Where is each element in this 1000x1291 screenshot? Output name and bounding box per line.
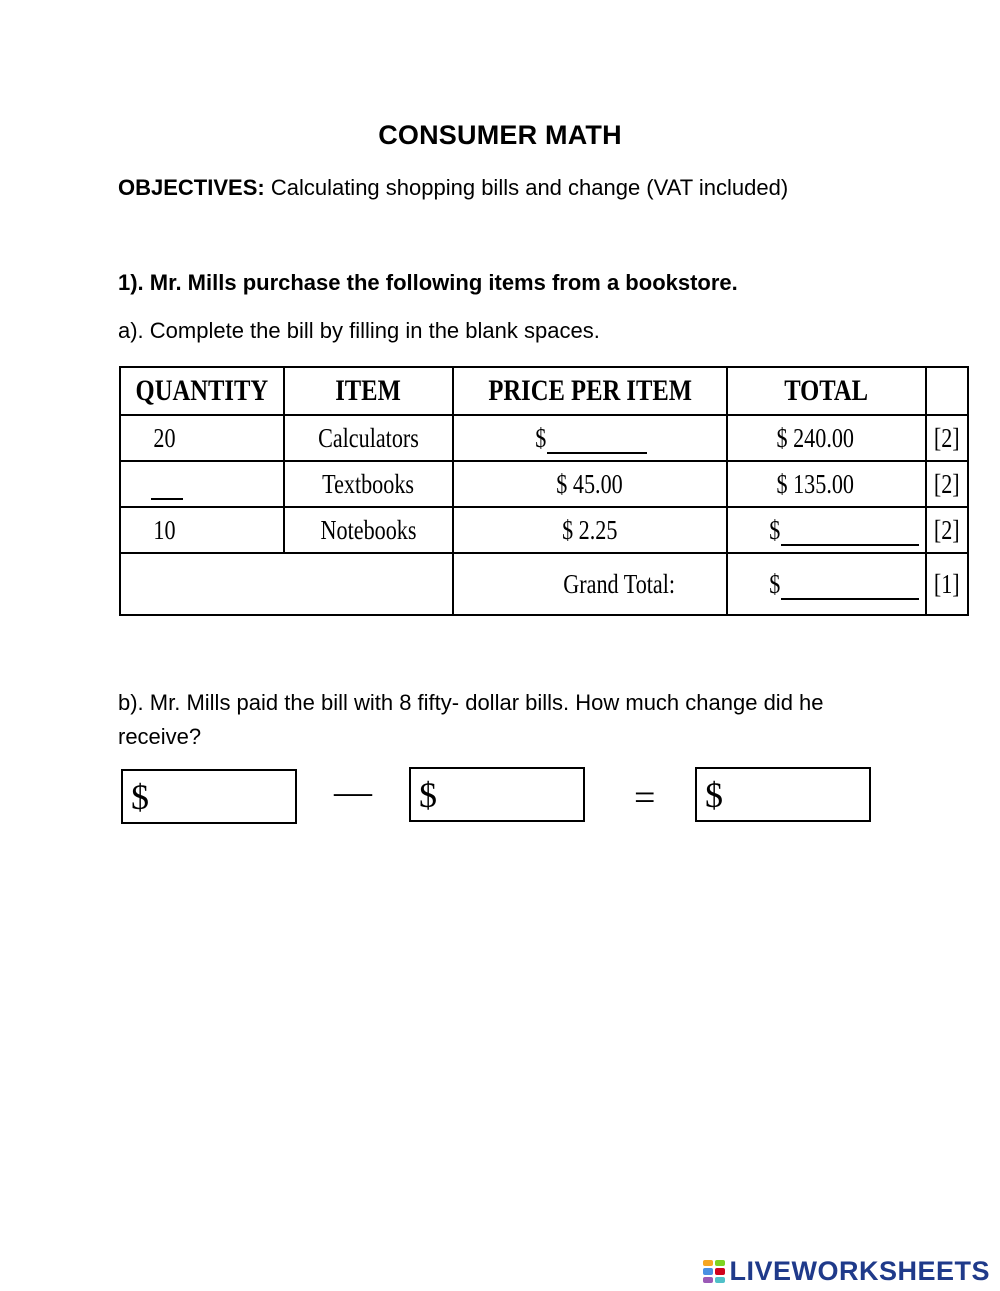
price-answer-blank[interactable] <box>547 428 647 454</box>
quantity-cell: 20 <box>120 415 284 461</box>
bill-total-box[interactable] <box>409 767 585 822</box>
quantity-answer-blank[interactable] <box>151 474 183 500</box>
objectives-label: OBJECTIVES: <box>118 175 265 200</box>
total-cell: $ 240.00 <box>727 415 926 461</box>
logo-block <box>715 1268 725 1275</box>
header-marks <box>926 367 968 415</box>
question-1-heading: 1). Mr. Mills purchase the following items from a bookstore. <box>118 270 738 295</box>
question-1a-text: a). Complete the bill by filling in the blank spaces. <box>118 318 600 343</box>
logo-block <box>715 1277 725 1284</box>
header-item: ITEM <box>284 367 453 415</box>
price-cell: $ <box>453 415 727 461</box>
price-cell: $ 45.00 <box>453 461 727 507</box>
marks-cell: [2] <box>926 415 968 461</box>
logo-block <box>703 1268 713 1275</box>
logo-text: LIVEWORKSHEETS <box>729 1256 990 1286</box>
amount-paid-box[interactable] <box>121 769 297 824</box>
grand-total-label: Grand Total: <box>453 553 727 615</box>
quantity-cell <box>120 461 284 507</box>
table-row <box>120 507 968 553</box>
marks-cell: [2] <box>926 507 968 553</box>
logo-block <box>703 1260 713 1267</box>
bill-table <box>119 366 969 616</box>
logo-block <box>715 1260 725 1267</box>
grand-total-value-cell: $ <box>727 553 926 615</box>
item-cell: Notebooks <box>284 507 453 553</box>
total-cell: $ <box>727 507 926 553</box>
header-total: TOTAL <box>727 367 926 415</box>
logo-block <box>703 1277 713 1284</box>
equals-sign: = <box>634 777 656 819</box>
objectives <box>118 175 788 201</box>
total-answer-blank[interactable] <box>781 520 919 546</box>
marks-cell: [1] <box>926 553 968 615</box>
dollar-sign: $ <box>131 777 149 817</box>
liveworksheets-logo-icon <box>703 1260 725 1284</box>
bill-header-row <box>120 367 968 415</box>
grand-total-empty-cell <box>120 553 453 615</box>
total-cell: $ 135.00 <box>727 461 926 507</box>
dollar-sign: $ <box>705 775 723 815</box>
dollar-sign: $ <box>419 775 437 815</box>
marks-cell: [2] <box>926 461 968 507</box>
liveworksheets-logo <box>703 1256 990 1287</box>
question-1b-text: b). Mr. Mills paid the bill with 8 fifty- dollar bills. How much change did he receive? <box>118 690 824 749</box>
page-title: CONSUMER MATH <box>378 120 622 150</box>
grand-total-answer-blank[interactable] <box>781 574 919 600</box>
item-cell: Calculators <box>284 415 453 461</box>
grand-total-row <box>120 553 968 615</box>
header-quantity: QUANTITY <box>120 367 284 415</box>
header-price-per-item: PRICE PER ITEM <box>453 367 727 415</box>
quantity-cell: 10 <box>120 507 284 553</box>
table-row <box>120 415 968 461</box>
table-row <box>120 461 968 507</box>
objectives-text: Calculating shopping bills and change (VAT included) <box>270 175 789 200</box>
price-cell: $ 2.25 <box>453 507 727 553</box>
item-cell: Textbooks <box>284 461 453 507</box>
change-box[interactable] <box>695 767 871 822</box>
minus-sign: — <box>334 771 372 813</box>
